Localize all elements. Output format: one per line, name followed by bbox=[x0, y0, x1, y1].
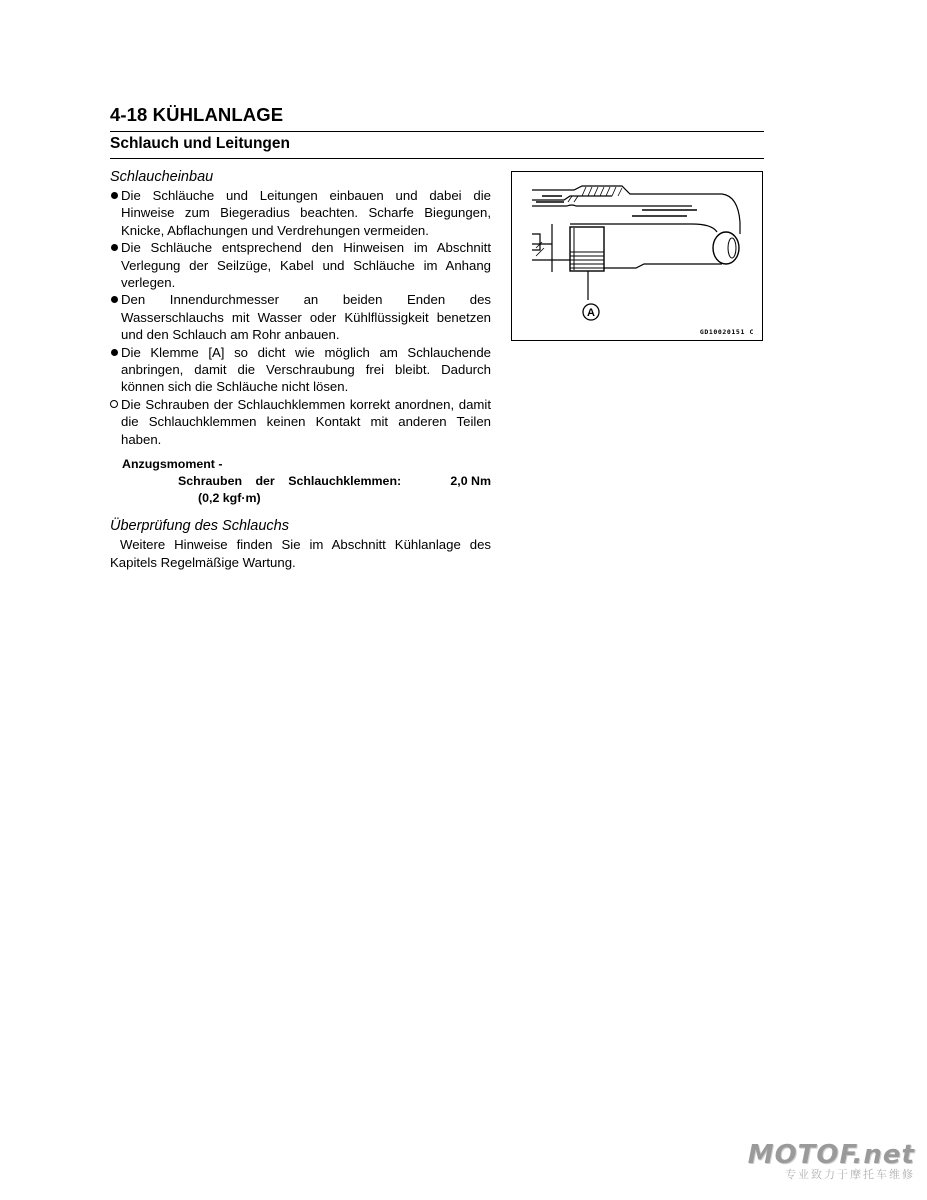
torque-alt-value: (0,2 kgf·m) bbox=[198, 491, 261, 506]
list-item-text: Die Schrauben der Schlauchklemmen korrekt anordnen, damit die Schlauchklemmen keinen Kontakt mit anderen Teilen haben. bbox=[121, 396, 491, 447]
torque-spec bbox=[110, 456, 491, 507]
section-title: Schlauch und Leitungen bbox=[110, 135, 290, 152]
watermark bbox=[748, 1140, 915, 1182]
list-item bbox=[110, 344, 491, 396]
watermark-subtitle: 专业致力于摩托车维修 bbox=[785, 1168, 915, 1181]
list-item bbox=[110, 291, 491, 343]
callout-a-label: A bbox=[587, 307, 595, 319]
bullet-dot-icon bbox=[111, 296, 118, 303]
list-item-text: Die Schläuche und Leitungen einbauen und dabei die Hinweise zum Biegeradius beachten. Scharfe Biegungen, Knicke, Abflachungen und Verdrehungen vermeiden. bbox=[121, 188, 491, 238]
list-item bbox=[110, 187, 491, 239]
bullet-dot-icon bbox=[111, 244, 118, 251]
watermark-brand: MOTOF.net bbox=[747, 1140, 915, 1170]
torque-heading: Anzugsmoment - bbox=[122, 457, 223, 472]
list-item bbox=[110, 239, 491, 291]
list-item-text: Die Schläuche entsprechend den Hinweisen im Abschnitt Verlegung der Seilzüge, Kabel und Schläuche im Anhang verlegen. bbox=[121, 240, 491, 291]
hose-clamp-figure bbox=[511, 171, 763, 341]
text-column bbox=[110, 168, 491, 571]
bullet-dot-icon bbox=[111, 192, 118, 199]
list-item bbox=[110, 396, 491, 448]
header-rule-bottom bbox=[110, 158, 764, 159]
figure-code: GD10020151 C bbox=[699, 328, 754, 336]
hose-clamp-illustration bbox=[512, 172, 761, 339]
inspection-heading: Überprüfung des Schlauchs bbox=[110, 518, 289, 535]
page-title: 4-18 KÜHLANLAGE bbox=[110, 104, 284, 125]
header-rule-top bbox=[110, 131, 764, 132]
bullet-dot-icon bbox=[111, 349, 118, 356]
installation-heading: Schlaucheinbau bbox=[110, 169, 214, 185]
inspection-text: Weitere Hinweise finden Sie im Abschnitt Kühlanlage des Kapitels Regelmäßige Wartung. bbox=[110, 537, 491, 570]
bullet-ring-icon bbox=[110, 400, 118, 408]
list-item-text: Die Klemme [A] so dicht wie möglich am Schlauchende anbringen, damit die Verschraubung frei bleibt. Dadurch können sich die Schläuche nicht lösen. bbox=[121, 344, 491, 395]
torque-row bbox=[110, 473, 491, 490]
list-item-text: Den Innendurchmesser an beiden Enden des Wasserschlauchs mit Wasser oder Kühlflüssigkeit benetzen und den Schlauch am Rohr anbauen. bbox=[121, 292, 491, 343]
torque-value: 2,0 Nm bbox=[450, 474, 491, 489]
torque-label: Schrauben der Schlauchklemmen: bbox=[178, 474, 402, 489]
